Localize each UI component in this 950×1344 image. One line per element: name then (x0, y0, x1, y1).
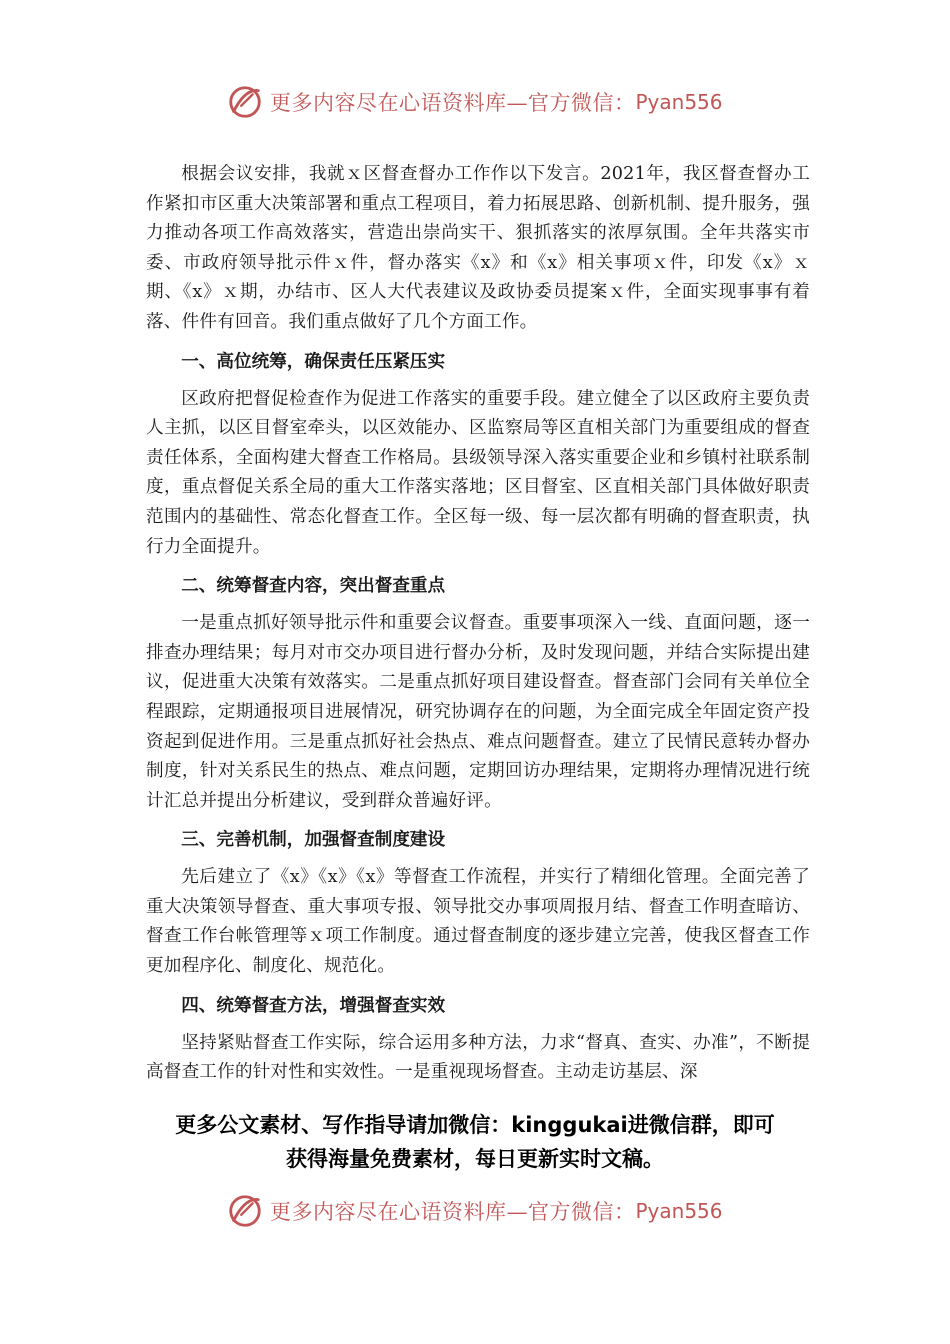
promo-line-2: 获得海量免费素材，每日更新实时文稿。 (286, 1147, 664, 1171)
watermark-wechat-id: Pyan556 (635, 1199, 723, 1223)
section-heading-2: 二、统筹督查内容，突出督查重点 (181, 576, 446, 597)
watermark-brand-text: 更多内容尽在心语资料库—官方微信： (270, 91, 636, 115)
section-heading-3: 三、完善机制，加强督查制度建设 (181, 830, 446, 851)
watermark-brand-text: 更多内容尽在心语资料库—官方微信： (270, 1200, 636, 1224)
watermark-banner-top (226, 82, 786, 122)
promo-line-1: 更多公文素材、写作指导请加微信：kinggukai进微信群，即可 (175, 1113, 775, 1137)
section-body-3: 先后建立了《x》《x》《x》等督查工作流程，并实行了精细化管理。全面完善了重大决策领导督查、重大事项专报、领导批交办事项周报月结、督查工作明查暗访、督查工作台帐管理等ｘ项工作制度。通过督查制度的逐步建立完善，使我区督查工作更加程序化、制度化、规范化。 (146, 867, 810, 977)
watermark-banner-bottom (226, 1191, 786, 1231)
section-body-1: 区政府把督促检查作为促进工作落实的重要手段。建立健全了以区政府主要负责人主抓，以区目督室牵头，以区效能办、区监察局等区直相关部门为重要组成的督查责任体系，全面构建大督查工作格局。县级领导深入落实重要企业和乡镇村社联系制度，重点督促关系全局的重大工作落实落地；区目督室、区直相关部门具体做好职责范围内的基础性、常态化督查工作。全区每一级、每一层次都有明确的督查职责，执行力全面提升。 (146, 388, 810, 557)
promo-notice (100, 1108, 850, 1176)
document-body (146, 160, 810, 1088)
section-body-2: 一是重点抓好领导批示件和重要会议督查。重要事项深入一线、直面问题，逐一排查办理结果；每月对市交办项目进行督办分析，及时发现问题，并结合实际提出建议，促进重大决策有效落实。二是重点抓好项目建设督查。督查部门会同有关单位全程跟踪，定期通报项目进展情况，研究协调存在的问题，为全面完成全年固定资产投资起到促进作用。三是重点抓好社会热点、难点问题督查。建立了民情民意转办督办制度，针对关系民生的热点、难点问题，定期回访办理结果，定期将办理情况进行统计汇总并提出分析建议，受到群众普遍好评。 (146, 613, 810, 811)
section-heading-1: 一、高位统筹，确保责任压紧压实 (181, 351, 446, 372)
section-body-4: 坚持紧贴督查工作实际，综合运用多种方法，力求“督真、查实、办准”，不断提高督查工作的针对性和实效性。一是重视现场督查。主动走访基层、深 (146, 1032, 810, 1083)
brand-logo-icon (226, 83, 264, 121)
watermark-wechat-id: Pyan556 (635, 90, 723, 114)
brand-logo-icon (226, 1192, 264, 1230)
intro-paragraph: 根据会议安排，我就ｘ区督查督办工作作以下发言。2021年，我区督查督办工作紧扣市区重大决策部署和重点工程项目，着力拓展思路、创新机制、提升服务，强力推动各项工作高效落实，营造出崇尚实干、狠抓落实的浓厚氛围。全年共落实市委、市政府领导批示件ｘ件，督办落实《x》和《x》相关事项ｘ件，印发《x》ｘ期、《x》ｘ期，办结市、区人大代表建议及政协委员提案ｘ件，全面实现事事有着落、件件有回音。我们重点做好了几个方面工作。 (146, 164, 810, 332)
section-heading-4: 四、统筹督查方法，增强督查实效 (181, 995, 446, 1016)
